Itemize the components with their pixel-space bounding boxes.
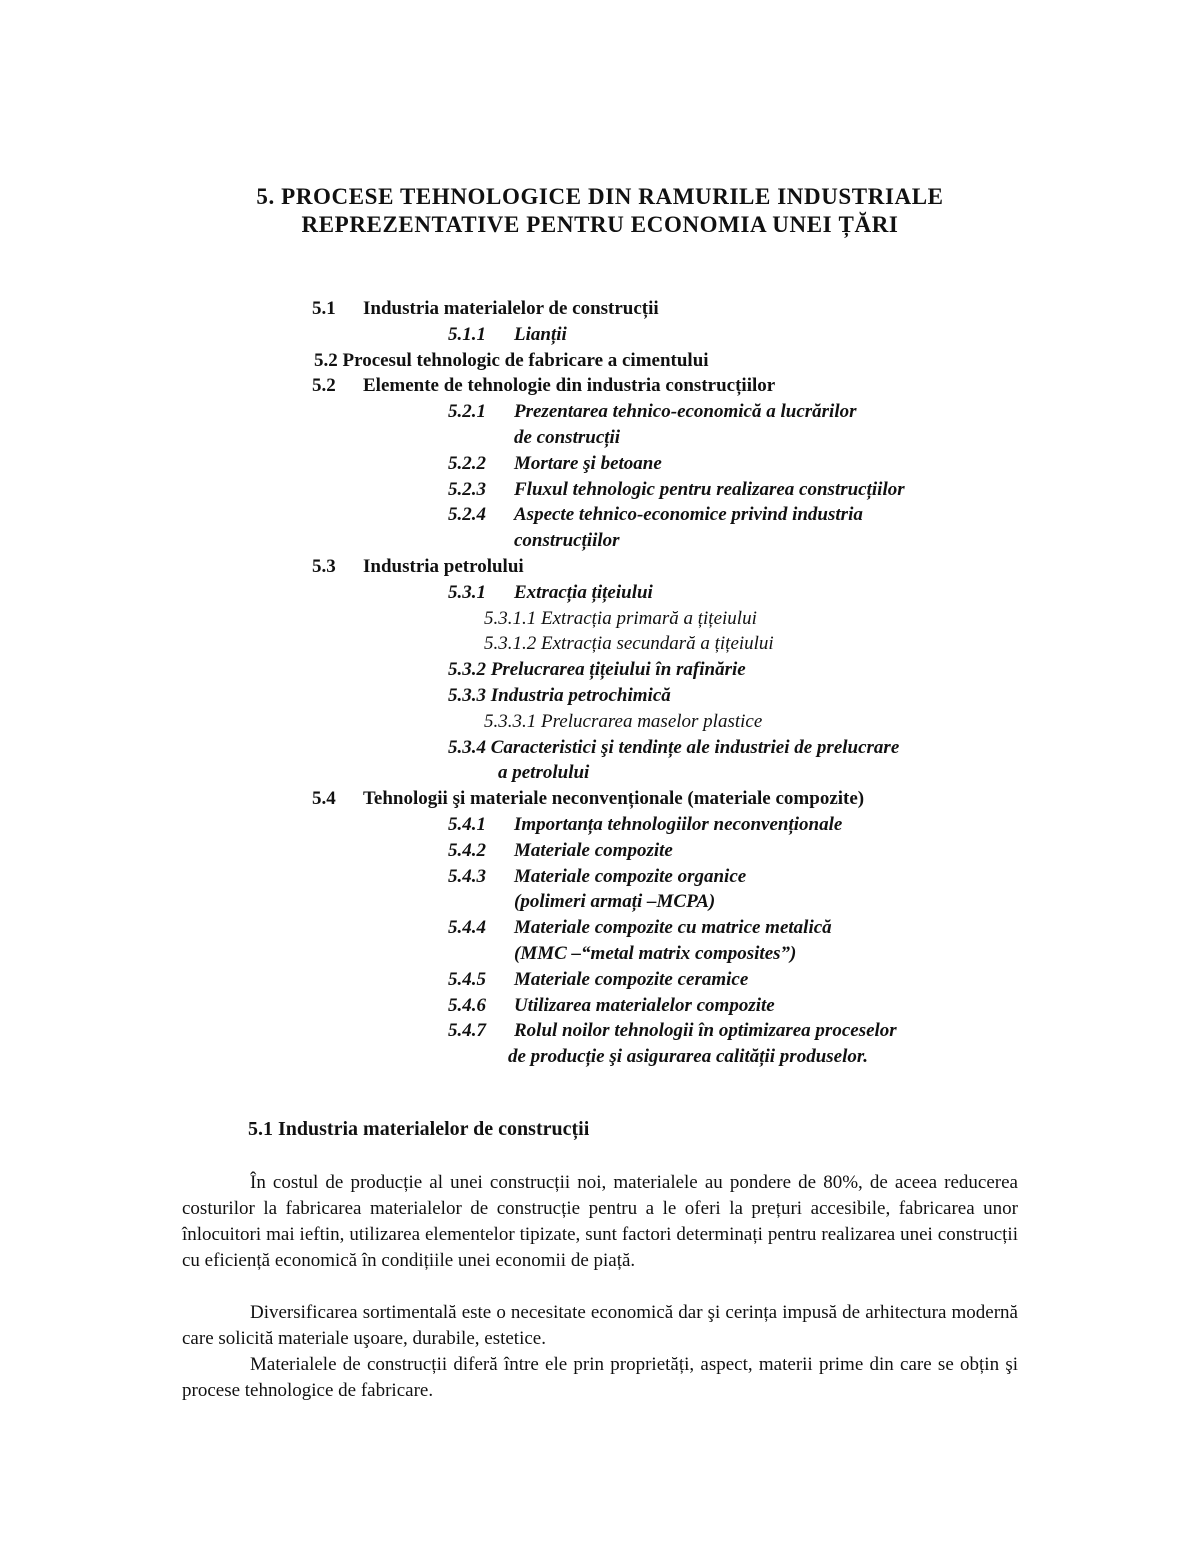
toc-label: Materiale compozite <box>514 839 673 861</box>
toc-number: 5.4.7 <box>448 1020 486 1042</box>
toc-label: Importanța tehnologiilor neconvenționale <box>514 813 843 835</box>
toc-label: Elemente de tehnologie din industria construcțiilor <box>363 375 776 397</box>
toc-entry-5-3-1-1 <box>0 606 1200 632</box>
toc-entry-5-1-1 <box>0 322 1200 348</box>
toc-entry-continuation <box>0 760 1200 786</box>
toc-label: 5.2 Procesul tehnologic de fabricare a cimentului <box>314 349 709 371</box>
toc-label: Extracția țițeiului <box>514 581 653 603</box>
toc-entry-5-2-2 <box>0 451 1200 477</box>
toc-label: Rolul noilor tehnologii în optimizarea proceselor <box>514 1020 897 1042</box>
toc-entry-5-4-6 <box>0 993 1200 1019</box>
toc-entry-5-2-3 <box>0 477 1200 503</box>
toc-entry-5-3 <box>0 554 1200 580</box>
toc-label: Industria petrolului <box>363 555 524 577</box>
toc-label: de construcții <box>514 426 621 448</box>
toc-entry-5-3-1-2 <box>0 631 1200 657</box>
body-paragraph-1: În costul de producție al unei construcții noi, materialele au pondere de 80%, de aceea reducerea costurilor la fabricarea materialelor de construcție pentru a le oferi la prețuri accesibile, fabricarea unor înlocuitori mai ieftin, utilizarea elementelor tipizate, sunt factori determinați pentru realizarea unei construcții cu eficiență economică în condițiile unei economii de piață. <box>182 1172 1018 1271</box>
toc-entry-continuation <box>0 889 1200 915</box>
toc-label: Industria materialelor de construcții <box>363 298 659 319</box>
toc-entry-5-3-2 <box>0 657 1200 683</box>
toc-label: Materiale compozite ceramice <box>514 968 749 990</box>
toc-label: (MMC –“metal matrix composites”) <box>514 942 797 964</box>
chapter-title <box>150 183 1050 239</box>
chapter-title-line-2: REPREZENTATIVE PENTRU ECONOMIA UNEI ȚĂRI <box>301 212 899 237</box>
toc-number: 5.4.1 <box>448 813 486 835</box>
toc-entry-5-4-1 <box>0 812 1200 838</box>
toc-entry-5-3-3 <box>0 683 1200 709</box>
toc-label: Materiale compozite organice <box>514 865 747 887</box>
chapter-title-line-1: 5. PROCESE TEHNOLOGICE DIN RAMURILE INDUSTRIALE <box>256 184 944 209</box>
toc-label: 5.3.2 Prelucrarea țițeiului în rafinărie <box>448 659 746 681</box>
toc-number: 5.4.4 <box>448 917 486 939</box>
toc-entry-5-3-1 <box>0 580 1200 606</box>
toc-number: 5.2.1 <box>448 401 486 423</box>
toc-number: 5.4.2 <box>448 839 486 861</box>
toc-number: 5.1 <box>312 298 336 319</box>
toc-number: 5.4.5 <box>448 968 486 990</box>
toc-label: 5.3.3 Industria petrochimică <box>448 684 671 706</box>
toc-label: Aspecte tehnico-economice privind industria <box>514 504 863 526</box>
toc-number: 5.3.1 <box>448 581 486 603</box>
toc-label: Utilizarea materialelor compozite <box>514 994 775 1016</box>
toc-label: 5.3.1.1 Extracția primară a țițeiului <box>484 607 757 629</box>
toc-entry-5-1 <box>0 296 1200 322</box>
toc-label: 5.3.1.2 Extracția secundară a țițeiului <box>484 633 774 655</box>
toc-entry-5-4-5 <box>0 967 1200 993</box>
body-paragraph-3: Materialele de construcții diferă între ele prin proprietăți, aspect, materii prime din care se obțin şi procese tehnologice de fabricare. <box>182 1354 1018 1401</box>
toc-entry-5-4-4 <box>0 915 1200 941</box>
toc-label: Tehnologii şi materiale neconvenționale (materiale compozite) <box>363 788 865 810</box>
toc-entry-5-3-3-1 <box>0 709 1200 735</box>
toc-entry-5-4-7 <box>0 1018 1200 1044</box>
toc-number: 5.4.6 <box>448 994 486 1016</box>
toc-entry-5-4 <box>0 786 1200 812</box>
toc-number: 5.2.3 <box>448 478 486 500</box>
toc-label: (polimeri armați –MCPA) <box>514 891 716 913</box>
toc-number: 5.4 <box>312 788 336 810</box>
toc-label: 5.3.3.1 Prelucrarea maselor plastice <box>484 710 763 732</box>
toc-entry-5-4-2 <box>0 838 1200 864</box>
toc-label: Lianții <box>514 323 567 345</box>
toc-label: Materiale compozite cu matrice metalică <box>514 917 832 939</box>
toc-entry-continuation <box>0 941 1200 967</box>
toc-entry-5-2 <box>0 373 1200 399</box>
toc-number: 5.2 <box>312 375 336 397</box>
toc-number: 5.2.2 <box>448 452 486 474</box>
toc-entry-continuation <box>0 425 1200 451</box>
toc-label: construcțiilor <box>514 530 620 552</box>
toc-number: 5.3 <box>312 555 336 577</box>
section-heading: 5.1 Industria materialelor de construcții <box>248 1118 590 1140</box>
toc-label: Prezentarea tehnico-economică a lucrărilor <box>514 401 857 423</box>
body-paragraph-2: Diversificarea sortimentală este o necesitate economică dar şi cerința impusă de arhitectura modernă care solicită materiale uşoare, durabile, estetice. <box>182 1302 1018 1349</box>
toc-entry-5-2-4 <box>0 502 1200 528</box>
toc-number: 5.2.4 <box>448 504 486 526</box>
toc-entry-5-2-1 <box>0 399 1200 425</box>
toc-label: Mortare şi betoane <box>514 452 662 474</box>
toc-number: 5.4.3 <box>448 865 486 887</box>
toc-label: Fluxul tehnologic pentru realizarea construcțiilor <box>514 478 905 500</box>
toc-entry-5-4-3 <box>0 864 1200 890</box>
toc-entry-continuation <box>0 528 1200 554</box>
toc-entry-5-3-4 <box>0 735 1200 761</box>
toc-entry-continuation <box>0 1044 1200 1070</box>
toc-label: a petrolului <box>498 762 590 784</box>
toc-number: 5.1.1 <box>448 323 486 345</box>
toc-label: 5.3.4 Caracteristici şi tendințe ale industriei de prelucrare <box>448 736 900 758</box>
toc-entry-5-2-cement <box>0 348 1200 374</box>
toc-label: de producție şi asigurarea calității produselor. <box>508 1046 868 1068</box>
table-of-contents <box>0 296 1200 1070</box>
